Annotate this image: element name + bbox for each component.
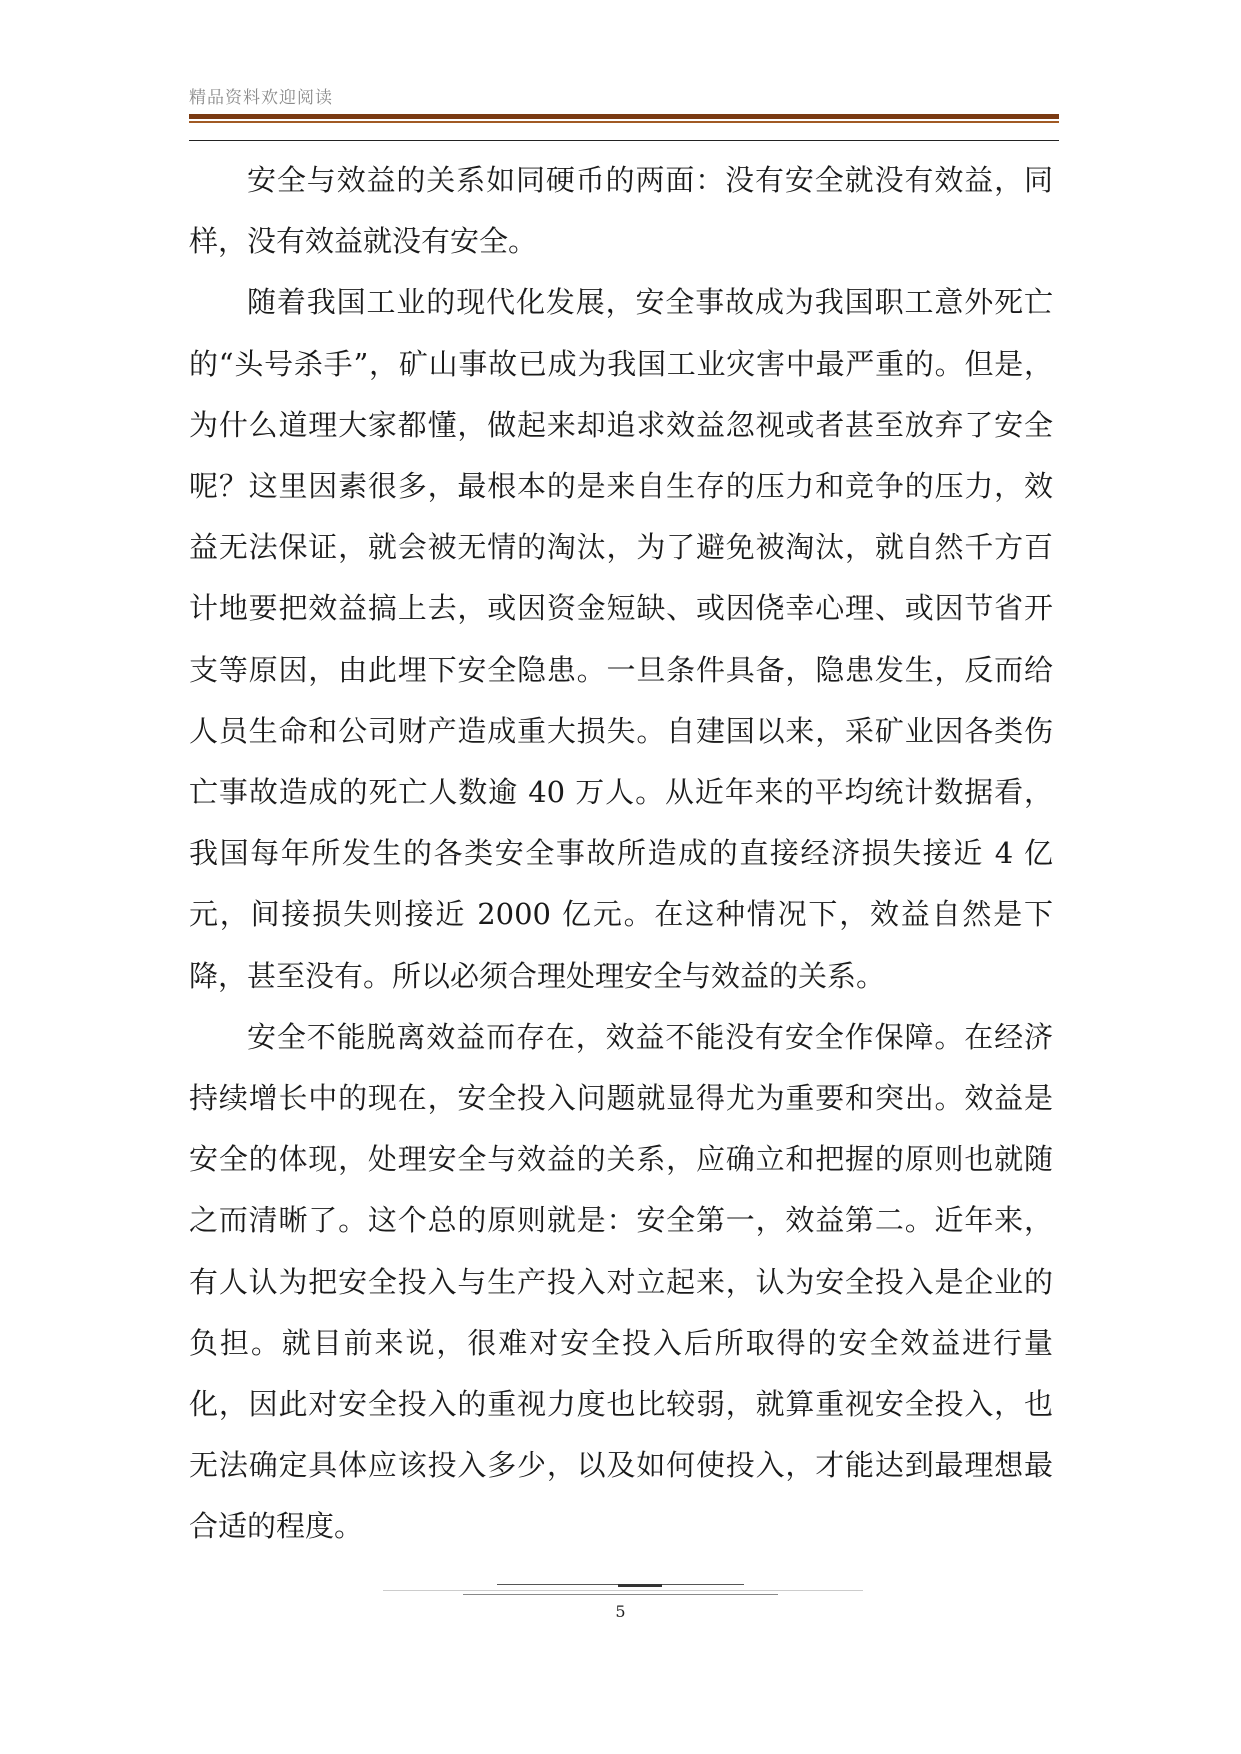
paragraph: 安全不能脱离效益而存在，效益不能没有安全作保障。在经济持续增长中的现在，安全投入问题就显得尤为重要和突出。效益是安全的体现，处理安全与效益的关系，应确立和把握的原则也就随之而清晰了。这个总的原则就是：安全第一，效益第二。近年来，有人认为把安全投入与生产投入对立起来，认为安全投入是企业的负担。就目前来说，很难对安全投入后所取得的安全效益进行量化，因此对安全投入的重视力度也比较弱，就算重视安全投入，也无法确定具体应该投入多少，以及如何使投入，才能达到最理想最合适的程度。 (189, 1019, 1053, 1544)
header-rule-black (189, 140, 1059, 141)
paragraph: 安全与效益的关系如同硬币的两面：没有安全就没有效益，同样，没有效益就没有安全。 (189, 163, 1053, 259)
page-footer (0, 1584, 1241, 1644)
footer-rule-accent (618, 1584, 662, 1587)
document-body (189, 150, 1053, 1558)
header-rule-thick (189, 114, 1059, 119)
header-rule-thin (189, 121, 1059, 123)
page-number: 5 (615, 1602, 626, 1621)
paragraph: 随着我国工业的现代化发展，安全事故成为我国职工意外死亡的“头号杀手”，矿山事故已成为我国工业灾害中最严重的。但是，为什么道理大家都懂，做起来却追求效益忽视或者甚至放弃了安全呢？这里因素很多，最根本的是来自生存的压力和竞争的压力，效益无法保证，就会被无情的淘汰，为了避免被淘汰，就自然千方百计地要把效益搞上去，或因资金短缺、或因侥幸心理、或因节省开支等原因，由此埋下安全隐患。一旦条件具备，隐患发生，反而给人员生命和公司财产造成重大损失。自建国以来，采矿业因各类伤亡事故造成的死亡人数逾 40 万人。从近年来的平均统计数据看，我国每年所发生的各类安全事故所造成的直接经济损失接近 4 亿元，间接损失则接近 2000 亿元。在这种情况下，效益自然是下降，甚至没有。所以必须合理处理安全与效益的关系。 (189, 285, 1053, 993)
header-title: 精品资料欢迎阅读 (189, 88, 333, 108)
page-header (189, 86, 1059, 141)
footer-rule (383, 1590, 863, 1591)
footer-rule (463, 1594, 778, 1595)
